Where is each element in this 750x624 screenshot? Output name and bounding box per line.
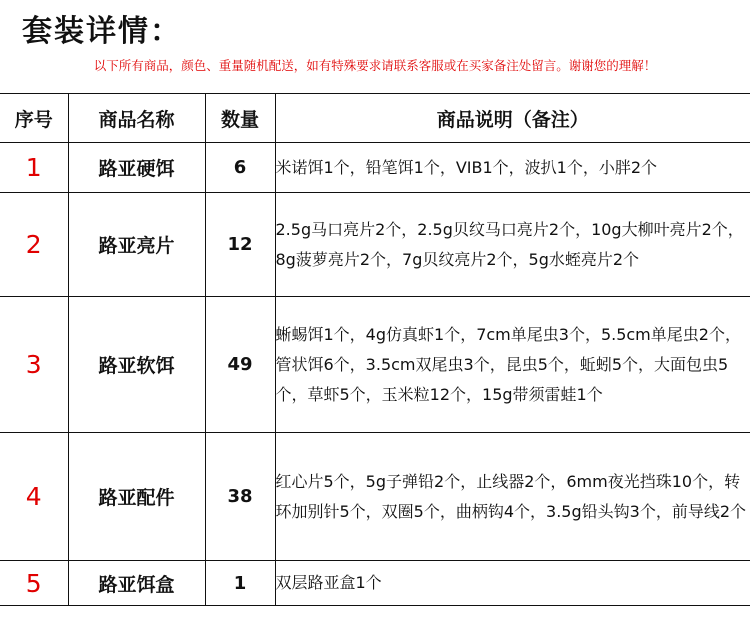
row-index: 1 [0, 143, 68, 193]
item-name: 路亚硬饵 [68, 143, 205, 193]
table-row [0, 193, 750, 297]
item-description: 蜥蜴饵1个，4g仿真虾1个，7cm单尾虫3个，5.5cm单尾虫2个，管状饵6个，3.5cm双尾虫3个，昆虫5个，蚯蚓5个，大面包虫5个，草虾5个，玉米粒12个，15g带须雷蛙1个 [275, 297, 750, 433]
item-name: 路亚配件 [68, 433, 205, 561]
column-header-index: 序号 [0, 94, 68, 143]
package-details-table [0, 93, 750, 606]
item-description: 2.5g马口亮片2个，2.5g贝纹马口亮片2个，10g大柳叶亮片2个，8g菠萝亮片2个，7g贝纹亮片2个，5g水蛭亮片2个 [275, 193, 750, 297]
column-header-quantity: 数量 [205, 94, 275, 143]
shipping-notice: 以下所有商品，颜色、重量随机配送，如有特殊要求请联系客服或在买家备注处留言。谢谢您的理解！ [93, 58, 657, 73]
item-name: 路亚亮片 [68, 193, 205, 297]
table-row [0, 433, 750, 561]
table-row [0, 561, 750, 606]
row-index: 4 [0, 433, 68, 561]
item-quantity: 12 [205, 193, 275, 297]
table-row [0, 297, 750, 433]
row-index: 5 [0, 561, 68, 606]
row-index: 3 [0, 297, 68, 433]
item-description: 红心片5个，5g子弹铅2个，止线器2个，6mm夜光挡珠10个，转环加别针5个，双圈5个，曲柄钩4个，3.5g铅头钩3个，前导线2个 [275, 433, 750, 561]
item-description: 米诺饵1个，铅笔饵1个，VIB1个，波扒1个，小胖2个 [275, 143, 750, 193]
row-index: 2 [0, 193, 68, 297]
table-row [0, 143, 750, 193]
item-name: 路亚饵盒 [68, 561, 205, 606]
item-quantity: 1 [205, 561, 275, 606]
column-header-description: 商品说明（备注） [275, 94, 750, 143]
item-quantity: 49 [205, 297, 275, 433]
column-header-name: 商品名称 [68, 94, 205, 143]
page-title: 套装详情： [22, 14, 182, 49]
item-quantity: 6 [205, 143, 275, 193]
item-quantity: 38 [205, 433, 275, 561]
item-description: 双层路亚盒1个 [275, 561, 750, 606]
table-header-row [0, 94, 750, 143]
item-name: 路亚软饵 [68, 297, 205, 433]
